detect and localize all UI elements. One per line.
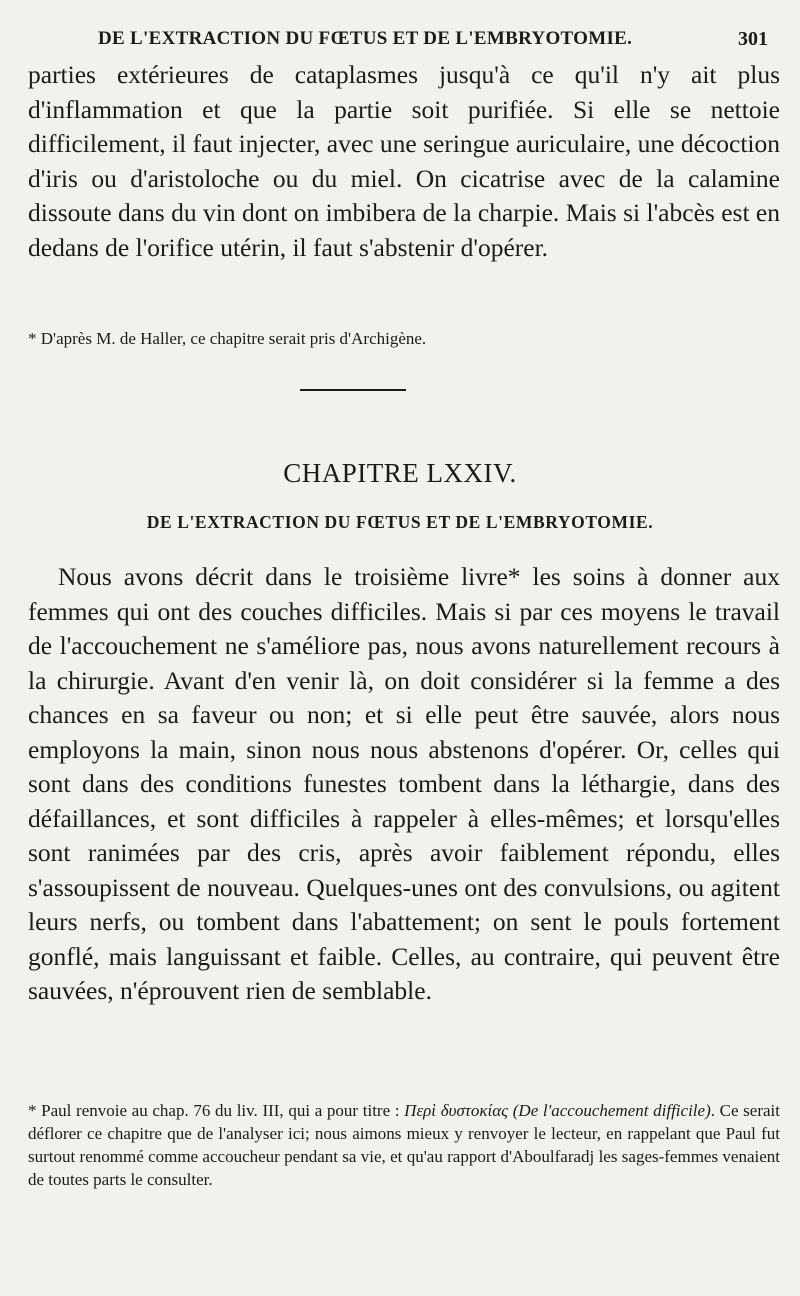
- footnote-italic-title: (De l'accouchement difficile): [512, 1101, 711, 1120]
- section-divider: [300, 389, 406, 391]
- greek-title: Περὶ δυστοκίας: [404, 1101, 509, 1120]
- chapter-subtitle: DE L'EXTRACTION DU FŒTUS ET DE L'EMBRYOTOMIE.: [146, 512, 654, 532]
- page-number: 301: [738, 28, 768, 50]
- footnote-paul: [28, 1099, 780, 1191]
- footnote-text-end: . Ce serait déflorer ce chapitre que de l'analyser ici; nous aimons mieux y renvoyer le lecteur, en rappelant que Paul fut surtout renommé comme accoucheur pendant sa vie, et qu'au rapport d'Aboulfaradj les sages-femmes venaient de toutes parts le consulter.: [28, 1101, 780, 1189]
- footnote-text-start: * Paul renvoie au chap. 76 du liv. III, qui a pour titre :: [28, 1101, 405, 1120]
- chapter-paragraph: Nous avons décrit dans le troisième livre* les soins à donner aux femmes qui ont des couches difficiles. Mais si par ces moyens le travail de l'accouchement ne s'améliore pas, nous avons naturellement recours à la chirurgie. Avant d'en venir là, on doit considérer si la femme a des chances en sa faveur ou non; et si elle peut être sauvée, alors nous employons la main, sinon nous nous abstenons d'opérer. Or, celles qui sont dans des conditions funestes tombent dans la léthargie, dans des défaillances, et sont difficiles à rappeler à elles-mêmes; et lorsqu'elles sont ranimées par des cris, après avoir faiblement répondu, elles s'assoupissent de nouveau. Quelques-unes ont des convulsions, ou agitent leurs nerfs, ou tombent dans l'abattement; on sent le pouls fortement gonflé, mais languissant et faible. Celles, au contraire, qui peuvent être sauvées, n'éprouvent rien de semblable.: [28, 562, 780, 1005]
- continuation-paragraph: parties extérieures de cataplasmes jusqu'à ce qu'il n'y ait plus d'inflammation et que la partie soit purifiée. Si elle se nettoie difficilement, il faut injecter, avec une seringue auriculaire, une décoction d'iris ou d'aristoloche ou du miel. On cicatrise avec de la calamine dissoute dans du vin dont on imbibera de la charpie. Mais si l'abcès est en dedans de l'orifice utérin, il faut s'abstenir d'opérer.: [28, 60, 780, 262]
- chapter-title: CHAPITRE LXXIV.: [283, 458, 517, 488]
- footnote-haller: * D'après M. de Haller, ce chapitre serait pris d'Archigène.: [28, 329, 427, 348]
- running-title: DE L'EXTRACTION DU FŒTUS ET DE L'EMBRYOTOMIE.: [98, 28, 633, 49]
- page-header: [28, 28, 772, 56]
